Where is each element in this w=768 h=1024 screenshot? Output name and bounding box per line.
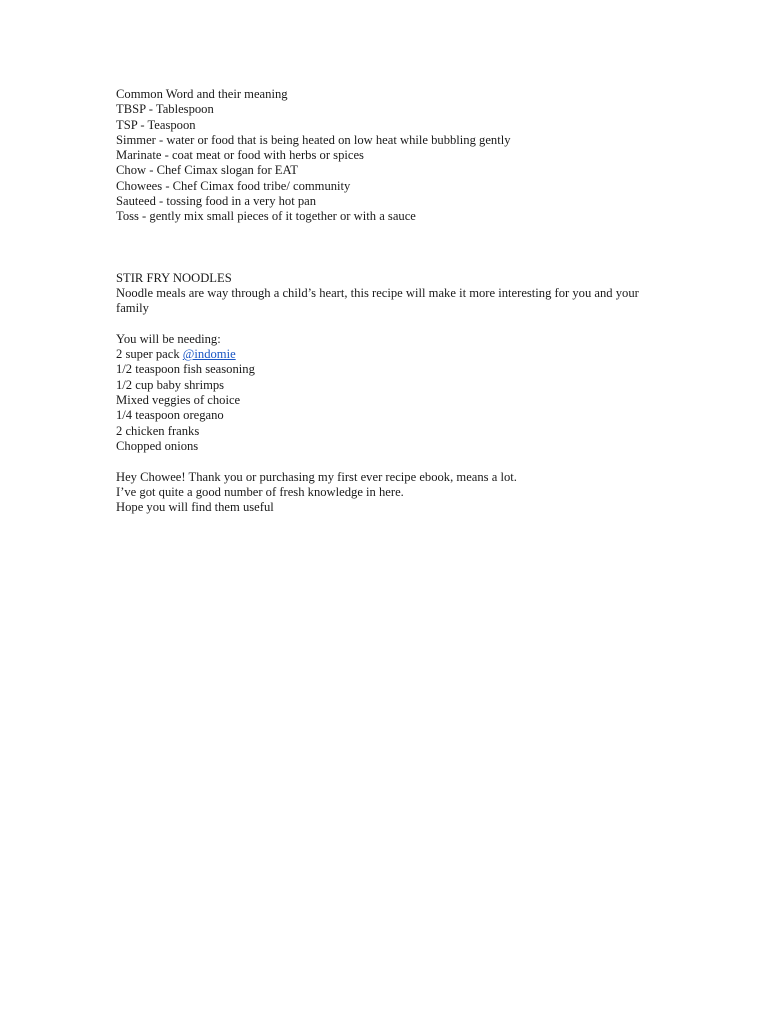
- note-line: Hope you will find them useful: [116, 500, 274, 515]
- ingredient-item: 2 chicken franks: [116, 423, 200, 438]
- ingredient-item: Mixed veggies of choice: [116, 393, 241, 408]
- note-section: [116, 470, 656, 516]
- glossary-term: Simmer - water or food that is being heated on low heat while bubbling gently: [116, 132, 511, 147]
- glossary-term: Chowees - Chef Cimax food tribe/ community: [116, 178, 351, 193]
- recipe-intro: Noodle meals are way through a child’s heart, this recipe will make it more interesting for you and your family: [116, 285, 639, 316]
- recipe-section: [116, 271, 656, 455]
- glossary-section: [116, 87, 656, 225]
- glossary-term: TSP - Teaspoon: [116, 117, 196, 132]
- note-line: I’ve got quite a good number of fresh knowledge in here.: [116, 484, 404, 499]
- ingredient-item: [116, 347, 656, 362]
- paragraph-spacer: [116, 454, 656, 469]
- ingredient-item: 1/4 teaspoon oregano: [116, 408, 224, 423]
- note-line: Hey Chowee! Thank you or purchasing my first ever recipe ebook, means a lot.: [116, 469, 517, 484]
- ingredient-item: 1/2 teaspoon fish seasoning: [116, 362, 255, 377]
- glossary-term: Sauteed - tossing food in a very hot pan: [116, 194, 317, 209]
- ingredient-item: Chopped onions: [116, 438, 199, 453]
- glossary-term: TBSP - Tablespoon: [116, 102, 214, 117]
- glossary-term: Marinate - coat meat or food with herbs or spices: [116, 148, 364, 163]
- glossary-heading: Common Word and their meaning: [116, 87, 288, 101]
- section-spacer: [116, 225, 656, 271]
- ingredient-item: 1/2 cup baby shrimps: [116, 377, 225, 392]
- recipe-title: STIR FRY NOODLES: [116, 270, 232, 285]
- glossary-term: Toss - gently mix small pieces of it together or with a sauce: [116, 209, 416, 224]
- glossary-term: Chow - Chef Cimax slogan for EAT: [116, 163, 298, 178]
- indomie-link[interactable]: @indomie: [182, 347, 236, 362]
- document-page: [116, 87, 656, 515]
- ingredients-heading: You will be needing:: [116, 331, 221, 346]
- paragraph-spacer: [116, 317, 656, 332]
- ingredient-text: 2 super pack: [116, 347, 183, 362]
